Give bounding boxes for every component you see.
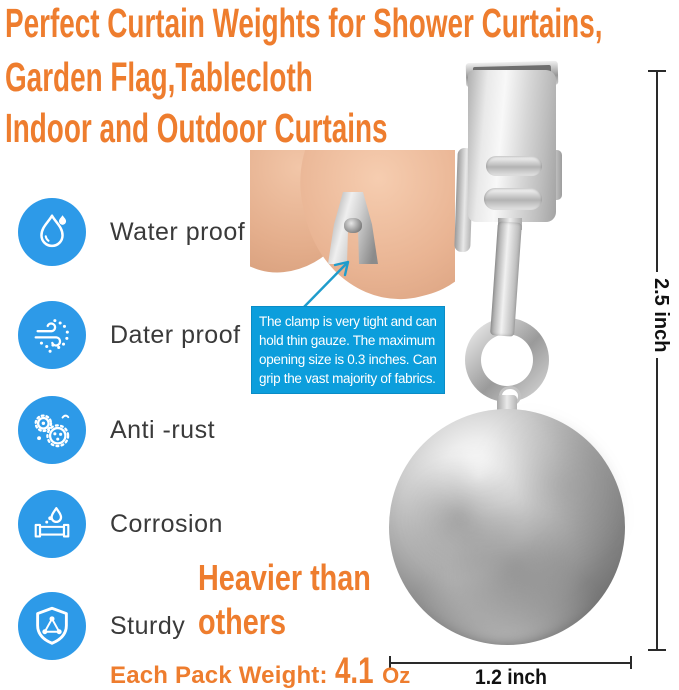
feature-corrosion <box>18 490 223 558</box>
measure-line-horizontal <box>390 662 631 664</box>
feature-label: Sturdy <box>110 611 186 640</box>
feature-label: Corrosion <box>110 509 223 538</box>
callout-line: grip the vast majority of fabrics. <box>259 371 436 386</box>
heavier-than-others-text <box>198 556 371 644</box>
water-drop-icon <box>18 198 86 266</box>
callout-line: The clamp is very tight and can <box>259 314 437 329</box>
clip-emboss-slot <box>484 188 542 210</box>
measure-line-vertical <box>656 358 658 650</box>
clamp-screw <box>344 218 362 233</box>
anti-rust-icon <box>18 396 86 464</box>
ball-reflection <box>389 409 625 645</box>
highlight-line: others <box>198 601 287 642</box>
title-line-2: Garden Flag,Tablecloth <box>5 54 313 100</box>
measure-line-vertical <box>656 71 658 272</box>
highlight-line: Heavier than <box>198 557 371 598</box>
measure-cap-right <box>630 656 632 669</box>
feature-dater-proof <box>18 301 241 369</box>
width-measurement-label: 1.2 inch <box>475 666 547 689</box>
pack-weight-value: 4.1 <box>334 650 374 690</box>
clip-emboss-slot <box>486 156 542 176</box>
pack-weight <box>110 650 410 690</box>
title-line-3: Indoor and Outdoor Curtains <box>5 105 388 151</box>
callout-line: opening size is 0.3 inches. Can <box>259 352 437 367</box>
title-line-1: Perfect Curtain Weights for Shower Curtains, <box>5 0 603 46</box>
wind-icon <box>18 301 86 369</box>
callout-line: hold thin gauze. The maximum <box>259 333 435 348</box>
callout-arrow-icon <box>295 250 359 312</box>
height-measurement-label: 2.5 inch <box>650 277 672 353</box>
pack-weight-label: Each Pack Weight: <box>110 662 328 689</box>
measure-cap-bottom <box>648 649 666 651</box>
clamp-callout-box <box>252 307 444 393</box>
feature-water-proof <box>18 198 245 266</box>
feature-label: Anti -rust <box>110 415 216 444</box>
feature-anti-rust <box>18 396 215 464</box>
shield-icon <box>18 592 86 660</box>
corrosion-pipe-icon <box>18 490 86 558</box>
feature-label: Dater proof <box>110 320 241 349</box>
ring-hole <box>481 334 533 386</box>
pack-weight-unit: Oz <box>382 663 411 688</box>
feature-label: Water proof <box>110 217 246 246</box>
